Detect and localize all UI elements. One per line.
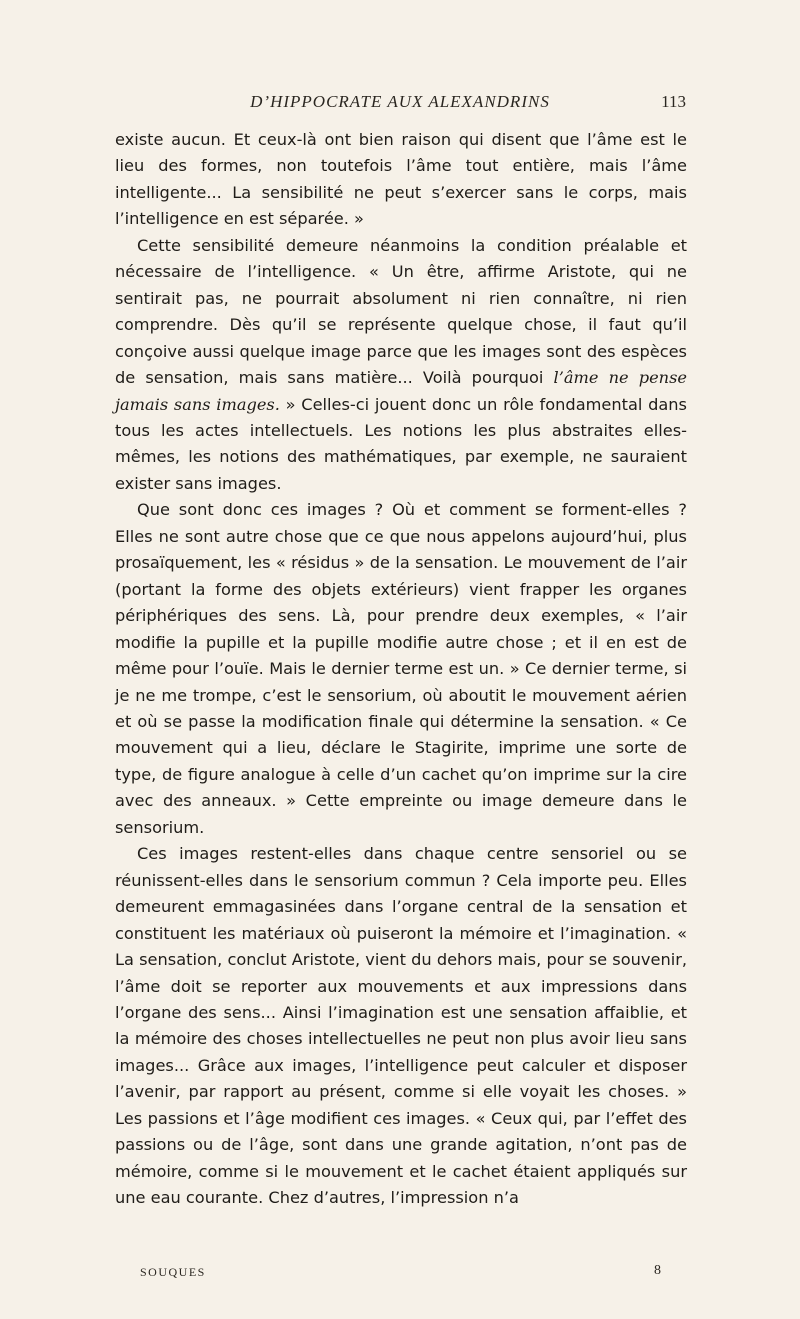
page-header (0, 92, 800, 118)
paragraph-2 (115, 233, 687, 498)
body-text (115, 127, 687, 1212)
italic-quote: l’âme ne pense jamais sans images. (115, 368, 687, 414)
printer-signature: SOUQUES (140, 1265, 206, 1279)
paragraph-3: Que sont donc ces images ? Où et comment se forment-elles ? Elles ne sont autre chose que ce que nous appelons aujourd’hui, plus prosaïquement, les « résidus » de la sensation. Le mouvement de l’air (portant la forme des objets extérieurs) vient frapper les organes périphériques des sens. Là, pour prendre deux exemples, « l’air modifie la pupille et la pupille modifie autre chose ; et il en est de même pour l’ouïe. Mais le dernier terme est un. » Ce dernier terme, si je ne me trompe, c’est le sensorium, où aboutit le mouvement aérien et où se passe la modification finale qui détermine la sensation. « Ce mouvement qui a lieu, déclare le Stagirite, imprime une sorte de type, de figure analogue à celle d’un cachet qu’on imprime sur la cire avec des anneaux. » Cette empreinte ou image demeure dans le sensorium. (115, 500, 687, 837)
paragraph-2-text-end: » Celles-ci jouent donc un rôle fondamental dans tous les actes intellectuels. Les notions les plus abstraites elles-mêmes, les notions des mathématiques, par exemple, ne sauraient exister sans images. (115, 394, 687, 493)
running-title: D’HIPPOCRATE AUX ALEXANDRINS (250, 92, 550, 111)
page-footer (0, 1265, 800, 1285)
paragraph-2-text-start: Cette sensibilité demeure néanmoins la condition préalable et nécessaire de l’intelligence. « Un être, affirme Aristote, qui ne sentirait pas, ne pourrait absolument ni rien connaître, ni rien comprendre. Dès qu’il se représente quelque chose, il faut qu’il conçoive aussi quelque image parce que les images sont des espèces de sensation, mais sans matière... Voilà pourquoi (115, 235, 687, 388)
paragraph-4: Ces images restent-elles dans chaque centre sensoriel ou se réunissent-elles dans le sensorium commun ? Cela importe peu. Elles demeurent emmagasinées dans l’organe central de la sensation et constituent les matériaux où puiseront la mémoire et l’imagination. « La sensation, conclut Aristote, vient du dehors mais, pour se souvenir, l’âme doit se reporter aux mouvements et aux impressions dans l’organe des sens... Ainsi l’imagination est une sensation affaiblie, et la mémoire des choses intellectuelles ne peut non plus avoir lieu sans images... Grâce aux images, l’intelligence peut calculer et disposer l’avenir, par rapport au présent, comme si elle voyait les choses. » Les passions et l’âge modifient ces images. « Ceux qui, par l’effet des passions ou de l’âge, sont dans une grande agitation, n’ont pas de mémoire, comme si le mouvement et le cachet étaient appliqués sur une eau courante. Chez d’autres, l’impression n’a (115, 844, 687, 1208)
paragraph-1: existe aucun. Et ceux-là ont bien raison qui disent que l’âme est le lieu des formes, non toutefois l’âme tout entière, mais l’âme intelligente... La sensibilité ne peut s’exercer sans le corps, mais l’intelligence en est séparée. » (115, 130, 687, 229)
page-number: 113 (661, 92, 686, 111)
signature-mark: 8 (654, 1263, 661, 1278)
